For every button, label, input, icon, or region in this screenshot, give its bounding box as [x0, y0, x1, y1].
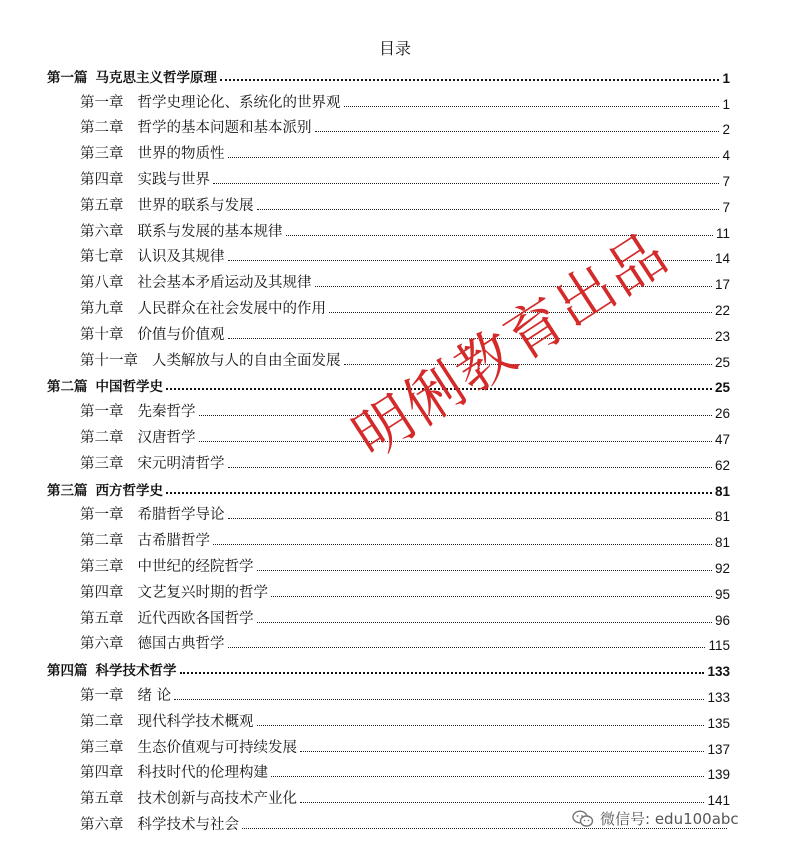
- toc-entry-title: 德国古典哲学: [137, 636, 225, 653]
- toc-entry-label: [80, 91, 341, 112]
- toc-entry-label: [80, 220, 283, 241]
- toc-title: 目录: [378, 39, 411, 58]
- toc-entry-number: 第七章: [80, 249, 124, 266]
- toc-entry-number: 第二章: [80, 120, 124, 137]
- toc-entry-title: 希腊哲学导论: [137, 507, 225, 524]
- toc-chapter-row[interactable]: [47, 782, 730, 808]
- toc-chapter-row[interactable]: [47, 757, 730, 783]
- toc-chapter-row[interactable]: [47, 524, 730, 550]
- toc-entry-number: 第三章: [80, 146, 124, 163]
- toc-page-number: 115: [708, 638, 730, 654]
- toc-chapter-row[interactable]: [47, 344, 730, 370]
- dot-leader: [257, 570, 712, 571]
- toc-entry-label: [80, 271, 312, 292]
- dot-leader: [228, 518, 712, 519]
- toc-page-number: 2: [722, 122, 730, 138]
- wechat-text: 微信号: edu100abc: [600, 810, 739, 828]
- toc-page-number: 22: [714, 302, 730, 318]
- toc-page-number: 47: [714, 431, 730, 447]
- toc-entry-title: 科技时代的伦理构建: [137, 765, 268, 782]
- dot-leader: [174, 699, 704, 700]
- toc-entry-title: 世界的物质性: [137, 146, 225, 163]
- toc-entry-label: [80, 581, 268, 602]
- toc-entry-number: 第十章: [80, 326, 124, 343]
- toc-entry-title: 现代科学技术概观: [137, 713, 254, 730]
- toc-entry-title: 中世纪的经院哲学: [137, 558, 254, 575]
- toc-entry-label: [80, 736, 297, 757]
- watermark: 明俐教育出品: [341, 218, 681, 472]
- toc-entry-number: 第一章: [80, 687, 124, 704]
- toc-entry-title: 绪 论: [137, 687, 172, 704]
- toc-entry-number: 第九章: [80, 300, 124, 317]
- toc-page-number: 25: [714, 354, 730, 370]
- toc-entry-label: [47, 479, 163, 499]
- toc-entry-title: 先秦哲学: [137, 404, 196, 421]
- toc-page-number: 1: [722, 96, 730, 112]
- toc-entry-title: 近代西欧各国哲学: [137, 610, 254, 627]
- toc-entry-title: 人民群众在社会发展中的作用: [137, 300, 326, 317]
- toc-entry-label: [80, 607, 254, 628]
- toc-chapter-row[interactable]: [47, 137, 730, 163]
- toc-entry-label: [80, 142, 225, 163]
- toc-entry-number: 第三章: [80, 739, 124, 756]
- toc-page-number: 133: [707, 689, 730, 705]
- toc-entry-title: 人类解放与人的自由全面发展: [152, 352, 341, 369]
- toc-entry-number: 第六章: [80, 223, 124, 240]
- toc-entry-number: 第一章: [80, 404, 124, 421]
- toc-entry-label: [80, 787, 297, 808]
- toc-entry-label: [80, 400, 196, 421]
- toc-entry-title: 文艺复兴时期的哲学: [137, 584, 268, 601]
- toc-entry-title: 古希腊哲学: [137, 533, 210, 550]
- toc-entry-title: 认识及其规律: [137, 249, 225, 266]
- dot-leader: [213, 183, 719, 184]
- toc-entry-label: [80, 297, 326, 318]
- toc-page-number: 62: [714, 457, 730, 473]
- toc-entry-label: [80, 349, 341, 370]
- toc-entry-number: 第三章: [80, 455, 124, 472]
- toc-page-number: 81: [714, 483, 730, 499]
- dot-leader: [271, 596, 712, 597]
- dot-leader: [271, 776, 704, 777]
- toc-page-number: 4: [722, 148, 730, 164]
- toc-chapter-row[interactable]: [47, 705, 730, 731]
- toc-entry-label: [80, 452, 225, 473]
- toc-page-number: 81: [714, 509, 730, 525]
- toc-page-number: 139: [707, 767, 730, 783]
- toc-entry-title: 西方哲学史: [95, 482, 163, 499]
- toc-entry-label: [80, 503, 225, 524]
- toc-page-number: 11: [715, 225, 730, 241]
- toc-entry-title: 社会基本矛盾运动及其规律: [137, 275, 312, 292]
- toc-chapter-row[interactable]: [47, 163, 730, 189]
- toc-entry-label: [80, 245, 225, 266]
- wechat-id: [572, 808, 739, 829]
- toc-entry-label: [80, 168, 210, 189]
- toc-entry-label: [80, 813, 239, 834]
- toc-entry-number: 第五章: [80, 197, 124, 214]
- toc-entry-label: [80, 426, 196, 447]
- toc-entry-label: [80, 632, 225, 653]
- dot-leader: [257, 622, 712, 623]
- toc-entry-title: 马克思主义哲学原理: [95, 69, 217, 86]
- toc-chapter-row[interactable]: [47, 318, 730, 344]
- toc-part-row[interactable]: [47, 60, 730, 86]
- toc-entry-title: 科学技术与社会: [137, 816, 239, 833]
- toc-page-number: 135: [707, 715, 730, 731]
- dot-leader: [228, 647, 706, 648]
- toc-chapter-row[interactable]: [47, 679, 730, 705]
- toc-entry-title: 实践与世界: [137, 171, 210, 188]
- toc-entry-label: [47, 375, 163, 395]
- dot-leader: [228, 157, 720, 158]
- toc-entry-number: 第六章: [80, 636, 124, 653]
- wechat-icon: [572, 810, 594, 828]
- dot-leader: [315, 131, 720, 132]
- toc-entry-label: [80, 555, 254, 576]
- toc-page-number: 7: [722, 199, 730, 215]
- toc-entry-number: 第五章: [80, 610, 124, 627]
- toc-page-number: 14: [714, 251, 730, 267]
- toc-entry-number: 第一章: [80, 94, 124, 111]
- toc-chapter-row[interactable]: [47, 112, 730, 138]
- toc-chapter-row[interactable]: [47, 189, 730, 215]
- toc-page-number: 96: [714, 612, 730, 628]
- toc-entry-number: 第四章: [80, 171, 124, 188]
- toc-entry-label: [47, 66, 217, 86]
- toc-entry-label: [80, 116, 312, 137]
- toc-chapter-row[interactable]: [47, 576, 730, 602]
- toc-entry-number: 第二章: [80, 713, 124, 730]
- dot-leader: [180, 672, 705, 674]
- toc-entry-number: 第十一章: [80, 352, 138, 369]
- dot-leader: [166, 492, 712, 494]
- dot-leader: [257, 725, 705, 726]
- toc-chapter-row[interactable]: [47, 628, 730, 654]
- dot-leader: [344, 106, 720, 107]
- toc-entry-label: [80, 710, 254, 731]
- toc-entry-number: 第二章: [80, 429, 124, 446]
- toc-entry-number: 第八章: [80, 275, 124, 292]
- toc-entry-title: 哲学的基本问题和基本派别: [137, 120, 312, 137]
- toc-page-number: 25: [714, 380, 730, 396]
- toc-chapter-row[interactable]: [47, 550, 730, 576]
- toc-entry-title: 联系与发展的基本规律: [137, 223, 283, 240]
- toc-part-row[interactable]: [47, 473, 730, 499]
- toc-page-number: 137: [707, 741, 730, 757]
- toc-page-number: 17: [714, 277, 730, 293]
- toc-entry-number: 第二章: [80, 533, 124, 550]
- toc-chapter-row[interactable]: [47, 731, 730, 757]
- toc-page-number: 23: [714, 328, 730, 344]
- toc-entry-label: [80, 529, 210, 550]
- toc-page-number: 26: [714, 406, 730, 422]
- toc-entry-number: 第四章: [80, 765, 124, 782]
- toc-chapter-row[interactable]: [47, 499, 730, 525]
- toc-page-number: 95: [714, 586, 730, 602]
- toc-entry-number: 第三篇: [47, 482, 88, 499]
- toc-entry-number: 第四章: [80, 584, 124, 601]
- dot-leader: [199, 441, 712, 442]
- toc-page-number: 1: [722, 70, 730, 86]
- toc-chapter-row[interactable]: [47, 602, 730, 628]
- toc-entry-number: 第一章: [80, 507, 124, 524]
- toc-entry-title: 生态价值观与可持续发展: [137, 739, 297, 756]
- dot-leader: [300, 802, 704, 803]
- toc-entry-number: 第二篇: [47, 379, 88, 396]
- toc-page-number: 141: [707, 793, 730, 809]
- toc-entry-number: 第五章: [80, 791, 124, 808]
- toc-entry-label: [80, 323, 225, 344]
- toc-chapter-row[interactable]: [47, 86, 730, 112]
- dot-leader: [220, 79, 719, 81]
- dot-leader: [300, 751, 704, 752]
- toc-entry-number: 第四篇: [47, 663, 88, 680]
- dot-leader: [257, 209, 720, 210]
- toc-page-number: 7: [722, 173, 730, 189]
- toc-page-number: 133: [707, 664, 730, 680]
- toc-page-number: 81: [714, 535, 730, 551]
- toc-entry-number: 第三章: [80, 558, 124, 575]
- toc-entry-number: 第六章: [80, 816, 124, 833]
- toc-entry-label: [80, 684, 171, 705]
- toc-entry-title: 汉唐哲学: [137, 429, 196, 446]
- toc-part-row[interactable]: [47, 653, 730, 679]
- toc-entry-label: [80, 761, 268, 782]
- toc-entry-label: [80, 194, 254, 215]
- dot-leader: [213, 544, 712, 545]
- toc-entry-title: 科学技术哲学: [95, 663, 177, 680]
- toc-entry-title: 价值与价值观: [137, 326, 225, 343]
- toc-entry-label: [47, 659, 177, 679]
- dot-leader: [228, 467, 712, 468]
- toc-entry-number: 第一篇: [47, 69, 88, 86]
- toc-entry-title: 世界的联系与发展: [137, 197, 254, 214]
- toc-entry-title: 中国哲学史: [95, 379, 163, 396]
- toc-entry-title: 技术创新与高技术产业化: [137, 791, 297, 808]
- toc-page-number: 92: [714, 560, 730, 576]
- toc-entry-title: 宋元明清哲学: [137, 455, 225, 472]
- toc-entry-title: 哲学史理论化、系统化的世界观: [137, 94, 341, 111]
